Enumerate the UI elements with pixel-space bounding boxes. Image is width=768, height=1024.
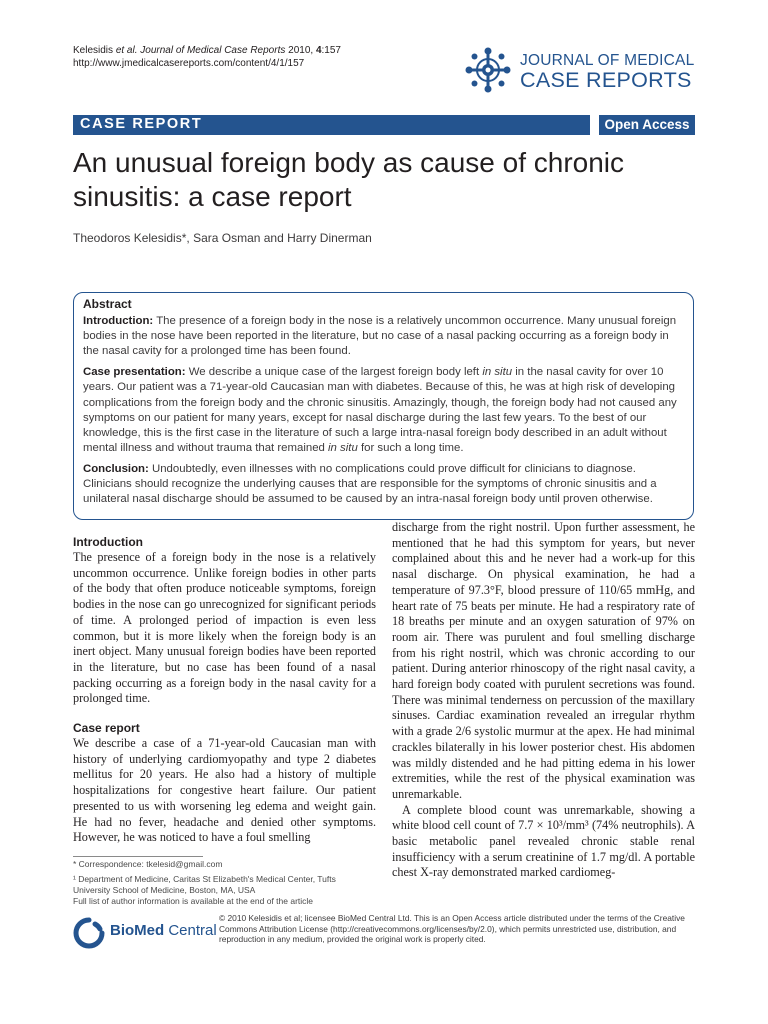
citation-year: 2010, — [285, 45, 316, 56]
case-report-heading: Case report — [73, 721, 140, 736]
footnotes — [73, 859, 376, 907]
biomed-central-logo-icon — [73, 917, 105, 949]
affiliation-note: ¹ Department of Medicine, Caritas St Elizabeth's Medical Center, Tufts — [73, 874, 336, 884]
article-title: An unusual foreign body as cause of chronic sinusitis: a case report — [73, 147, 625, 212]
introduction-heading: Introduction — [73, 535, 143, 549]
abstract-case-insitu: in situ — [482, 366, 513, 379]
body-column-left — [73, 534, 376, 846]
lab-results-paragraph: A complete blood count was unremarkable, showing a white blood cell count of 7.7 × 10³/mm³ (74% neutrophils). A basic metabolic panel revealed chronic stable renal insufficiency with a serum creatinine of 1.7 mg/dl. A portable chest X-ray demonstrated marked cardiomeg- — [392, 802, 695, 880]
publisher-name-central: Central — [164, 922, 217, 939]
footnote-divider — [73, 856, 203, 857]
abstract-heading: Abstract — [83, 297, 132, 311]
abstract-case-presentation — [83, 365, 684, 456]
full-list-note: Full list of author information is available at the end of the article — [73, 896, 314, 906]
abstract-conclusion — [83, 462, 684, 507]
citation-page: :157 — [321, 45, 341, 56]
publisher-name-bio: BioMed — [110, 922, 165, 939]
journal-name-line2: CASE REPORTS — [520, 68, 692, 92]
abstract-conclusion-text: Undoubtedly, even illnesses with no complications could prove difficult for clinicians to diagnose. Clinicians should recognize the underlying causes that are responsible for the symptoms of chronic sinusitis and a unilateral nasal discharge should be assumed to be caused by an intra-nasal foreign body until proven otherwise. — [83, 462, 657, 506]
case-report-paragraph: We describe a case of a 71-year-old Caucasian man with history of underlying cardiomyopathy and type 2 diabetes mellitus for 20 years. He also had a history of multiple hospitalizations for congestive heart failure. Our patient presented to us with worsening leg edema and weight gain. He had no fever, headache and denied other symptoms. However, he was noticed to have a foul smelling — [73, 736, 376, 845]
open-access-badge — [590, 115, 695, 135]
correspondence-note: * Correspondence: tkelesid@gmail.com — [73, 859, 223, 869]
article-authors: Theodoros Kelesidis*, Sara Osman and Harry Dinerman — [73, 231, 372, 245]
citation-line — [73, 44, 341, 57]
abstract-introduction — [83, 314, 684, 359]
affiliation-note: University School of Medicine, Boston, MA, USA — [73, 885, 256, 895]
abstract-intro-label: Introduction: — [83, 315, 154, 328]
open-access-label: Open Access — [599, 115, 695, 135]
abstract-case-insitu: in situ — [328, 441, 358, 454]
citation-etal: et al. — [115, 45, 138, 56]
publisher-logo — [73, 917, 223, 949]
article-type-label: CASE REPORT — [80, 116, 203, 132]
case-report-paragraph-continued: discharge from the right nostril. Upon further assessment, he mentioned that he had this symptom for years, but never complained about this and he never had a work-up for this nasal discharge. On physical examination, he had a temperature of 97.3°F, blood pressure of 110/65 mmHg, and heart rate of 75 beats per minute. He had a respiratory rate of 18 breaths per minute and an oxygen saturation of 97% on room air. There was purulent and foul smelling discharge from his right nostril, which was chronic according to our patient. During anterior rhinoscopy of the right nasal cavity, a hard foreign body coated with purulent secretions was found. There was minimal tenderness on percussion of the maxillary sinuses. Cardiac examination revealed an irregular rhythm with a grade 2/6 systolic murmur at the apex. He had minimal crackles bilaterally in his lower posterior chest. His abdomen was mildly distended and he had pitting edema in his lower extremities, while the rest of the physical examination was unremarkable. — [392, 520, 695, 801]
citation-volume: 4 — [315, 45, 322, 56]
license-statement: © 2010 Kelesidis et al; licensee BioMed Central Ltd. This is an Open Access article distributed under the terms of the Creative Commons Attribution License (http://creativecommons.org/licenses/by/2.0), which permits unrestricted use, distribution, and reproduction in any medium, provided the original work is properly cited. — [219, 913, 685, 944]
citation-authors: Kelesidis — [73, 45, 116, 56]
journal-name-line1: JOURNAL OF MEDICAL — [520, 52, 695, 69]
abstract-case-text: We describe a unique case of the largest foreign body left — [185, 366, 483, 379]
journal-logo — [462, 46, 697, 94]
body-column-right — [392, 520, 695, 881]
citation-journal: Journal of Medical Case Reports — [137, 45, 286, 56]
introduction-paragraph: The presence of a foreign body in the nose is a relatively uncommon occurrence. Unlike foreign bodies in other parts of the body that often produce noticeable symptoms, foreign bodies in the nose can go unrecognized for significant periods of time. A prolonged period of impaction is even less common, but it is more likely when the foreign body is an inert object. Many unusual foreign bodies have been reported in the literature, but no case has been found of a nasal packing occurring as a foreign body in the nasal cavity for a prolonged time. — [73, 550, 376, 706]
abstract-conclusion-label: Conclusion: — [83, 462, 149, 475]
publisher-name — [110, 922, 217, 939]
article-url[interactable]: http://www.jmedicalcasereports.com/content/4/1/157 — [73, 58, 305, 69]
abstract-box — [73, 292, 694, 520]
abstract-intro-text: The presence of a foreign body in the nose is a relatively uncommon occurrence. Many unusual foreign bodies in the nose have been reported in the literature, but no case of a nasal packing occurring as a foreign body in the nasal cavity for a prolonged time has been found. — [83, 315, 677, 358]
abstract-case-text: for such a long time. — [357, 441, 464, 454]
abstract-case-label: Case presentation: — [83, 366, 186, 379]
journal-emblem-icon — [462, 46, 514, 94]
article-citation — [73, 44, 341, 70]
abstract-case-text: in the nasal cavity for over 10 years. Our patient was a 71-year-old Caucasian man with diabetes. Because of this, he was at high risk of developing complications from the foreign body and the chronic sinusitis. Amazingly, though, the foreign body had not caused any symptoms on our patient for many years, except for nasal discharge during the last few years. To the best of our knowledge, this is the first case in the literature of such a large intra-nasal foreign body described in an adult without mental illness and without trauma that remained — [83, 366, 677, 454]
